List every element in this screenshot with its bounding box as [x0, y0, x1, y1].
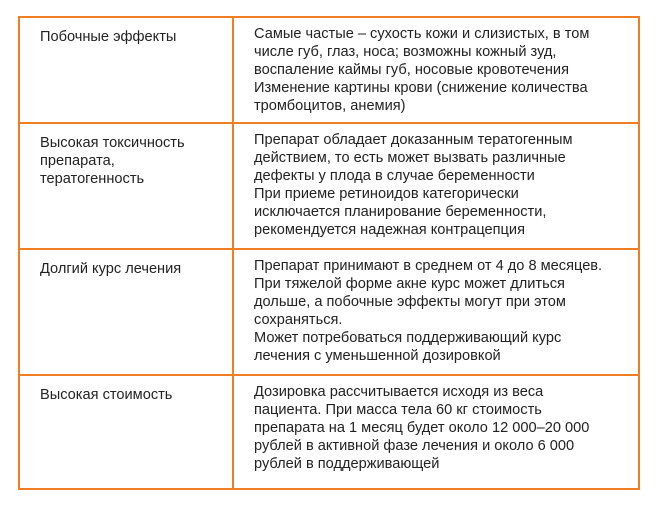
description-line: числе губ, глаз, носа; возможны кожный зуд, — [254, 44, 557, 60]
description-line: При приеме ретиноидов категорически — [254, 186, 519, 202]
risk-label: препарата, — [40, 153, 115, 169]
risk-label: Побочные эффекты — [40, 29, 177, 45]
risk-label: Долгий курс лечения — [40, 261, 182, 277]
description-line: дефекты у плода в случае беременности — [254, 168, 535, 184]
description-line: Изменение картины крови (снижение количества — [254, 80, 588, 96]
description-line: рублей в активной фазе лечения и около 6 000 — [254, 438, 575, 454]
risk-description-cell — [233, 123, 639, 249]
description-line: препарата на 1 месяц будет около 12 000–20 000 — [254, 420, 590, 436]
table-row — [19, 375, 639, 489]
table-row — [19, 123, 639, 249]
description-line: рублей в поддерживающей — [254, 456, 440, 472]
description-line: Может потребоваться поддерживающий курс — [254, 330, 562, 346]
risk-label-cell — [19, 249, 233, 375]
risk-label-cell — [19, 375, 233, 489]
description-line: пациента. При масса тела 60 кг стоимость — [254, 402, 542, 418]
risk-label-cell — [19, 123, 233, 249]
risk-label-cell — [19, 17, 233, 123]
description-line: сохраняться. — [254, 312, 343, 328]
risk-label: Высокая стоимость — [40, 387, 173, 403]
description-line: Препарат принимают в среднем от 4 до 8 месяцев. — [254, 258, 603, 274]
description-line: действием, то есть может вызвать различные — [254, 150, 566, 166]
description-line: Препарат обладает доказанным тератогенным — [254, 132, 573, 148]
description-line: При тяжелой форме акне курс может длиться — [254, 276, 565, 292]
risk-description-cell — [233, 375, 639, 489]
table-row — [19, 17, 639, 123]
description-line: тромбоцитов, анемия) — [254, 98, 406, 114]
risk-description-cell — [233, 17, 639, 123]
description-line: лечения с уменьшенной дозировкой — [254, 348, 501, 364]
risk-label: тератогенность — [40, 171, 145, 187]
table-row — [19, 249, 639, 375]
description-line: дольше, а побочные эффекты могут при этом — [254, 294, 566, 310]
description-line: исключается планирование беременности, — [254, 204, 547, 220]
description-line: воспаление каймы губ, носовые кровотечения — [254, 62, 569, 78]
description-line: Самые частые – сухость кожи и слизистых, в том — [254, 26, 590, 42]
risk-description-cell — [233, 249, 639, 375]
risk-table — [18, 16, 640, 490]
description-line: Дозировка рассчитывается исходя из веса — [254, 384, 544, 400]
description-line: рекомендуется надежная контрацепция — [254, 222, 525, 238]
risk-label: Высокая токсичность — [40, 135, 185, 151]
